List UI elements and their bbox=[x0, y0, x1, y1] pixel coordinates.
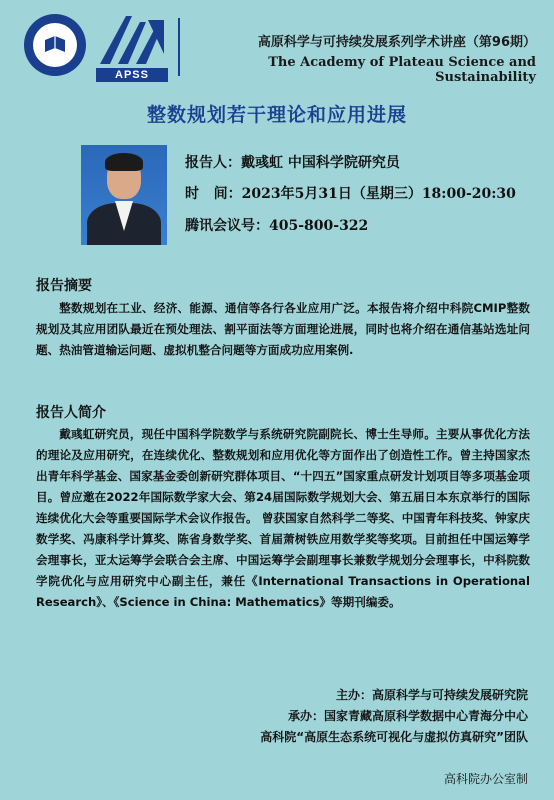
meeting-value: 405-800-322 bbox=[269, 218, 369, 234]
speaker-value: 戴彧虹 中国科学院研究员 bbox=[241, 155, 400, 171]
speaker-label: 报告人： bbox=[185, 155, 241, 171]
series-title-en: The Academy of Plateau Science and Sustainability bbox=[268, 55, 536, 85]
organizer-undertake: 承办：国家青藏高原科学数据中心青海分中心 bbox=[287, 709, 528, 723]
speaker-line bbox=[185, 152, 400, 172]
bio-heading: 报告人简介 bbox=[36, 405, 106, 421]
abstract-heading: 报告摘要 bbox=[36, 278, 92, 294]
lecture-title: 整数规划若干理论和应用进展 bbox=[146, 104, 407, 126]
header-divider bbox=[178, 18, 180, 76]
time-line bbox=[185, 183, 516, 203]
apss-logo-text: APSS bbox=[96, 68, 168, 82]
time-value: 2023年5月31日（星期三）18:00-20:30 bbox=[241, 186, 516, 202]
organizer-team: 高科院“高原生态系统可视化与虚拟仿真研究”团队 bbox=[260, 730, 528, 744]
header bbox=[0, 0, 554, 90]
university-logo-center bbox=[33, 23, 77, 67]
office-credit: 高科院办公室制 bbox=[443, 772, 528, 786]
time-label: 时 间： bbox=[185, 186, 242, 202]
abstract-text: 整数规划在工业、经济、能源、通信等各行各业应用广泛。本报告将介绍中科院CMIP整数规划及其应用团队最近在预处理法、割平面法等方面理论进展，同时也将介绍在通信基站选址问题、热油管道输运问题、虚拟机整合问题等方面成功应用案例. bbox=[36, 301, 530, 357]
speaker-photo-hair bbox=[105, 153, 143, 171]
speaker-photo bbox=[81, 145, 167, 245]
apss-mountain-icon bbox=[96, 10, 168, 66]
bio-text: 戴彧虹研究员，现任中国科学院数学与系统研究院副院长、博士生导师。主要从事优化方法的理论及应用研究，在连续优化、整数规划和应用优化等方面作出了创造性工作。曾主持国家杰出青年科学基金、国家基金委创新研究群体项目、“十四五”国家重点研发计划项目等多项基金项目。曾应邀在2022年国际数学家大会、第24届国际数学规划大会、第五届日本东京举行的国际连续优化大会等重要国际学术会议作报告。 曾获国家自然科学二等奖、中国青年科技奖、钟家庆数学奖、冯康科学计算奖、陈省身数学奖、首届萧树铁应用数学奖等奖项。目前担任中国运筹学会理事长，亚太运筹学会联合会主席、中国运筹学会副理事长兼数学规划分会理事长，中科院数学院优化与应用研究中心副主任，兼任《International Transactions in Operational Research》、《Science in China: Mathematics》等期刊编委。 bbox=[36, 427, 530, 609]
meeting-line bbox=[185, 215, 368, 235]
series-title-cn: 高原科学与可持续发展系列学术讲座（第96期） bbox=[257, 35, 536, 50]
organizer-host: 主办：高原科学与可持续发展研究院 bbox=[335, 688, 528, 702]
meeting-label: 腾讯会议号： bbox=[185, 218, 269, 234]
book-icon bbox=[42, 32, 68, 58]
university-logo-icon bbox=[24, 14, 86, 76]
apss-logo bbox=[96, 10, 168, 82]
